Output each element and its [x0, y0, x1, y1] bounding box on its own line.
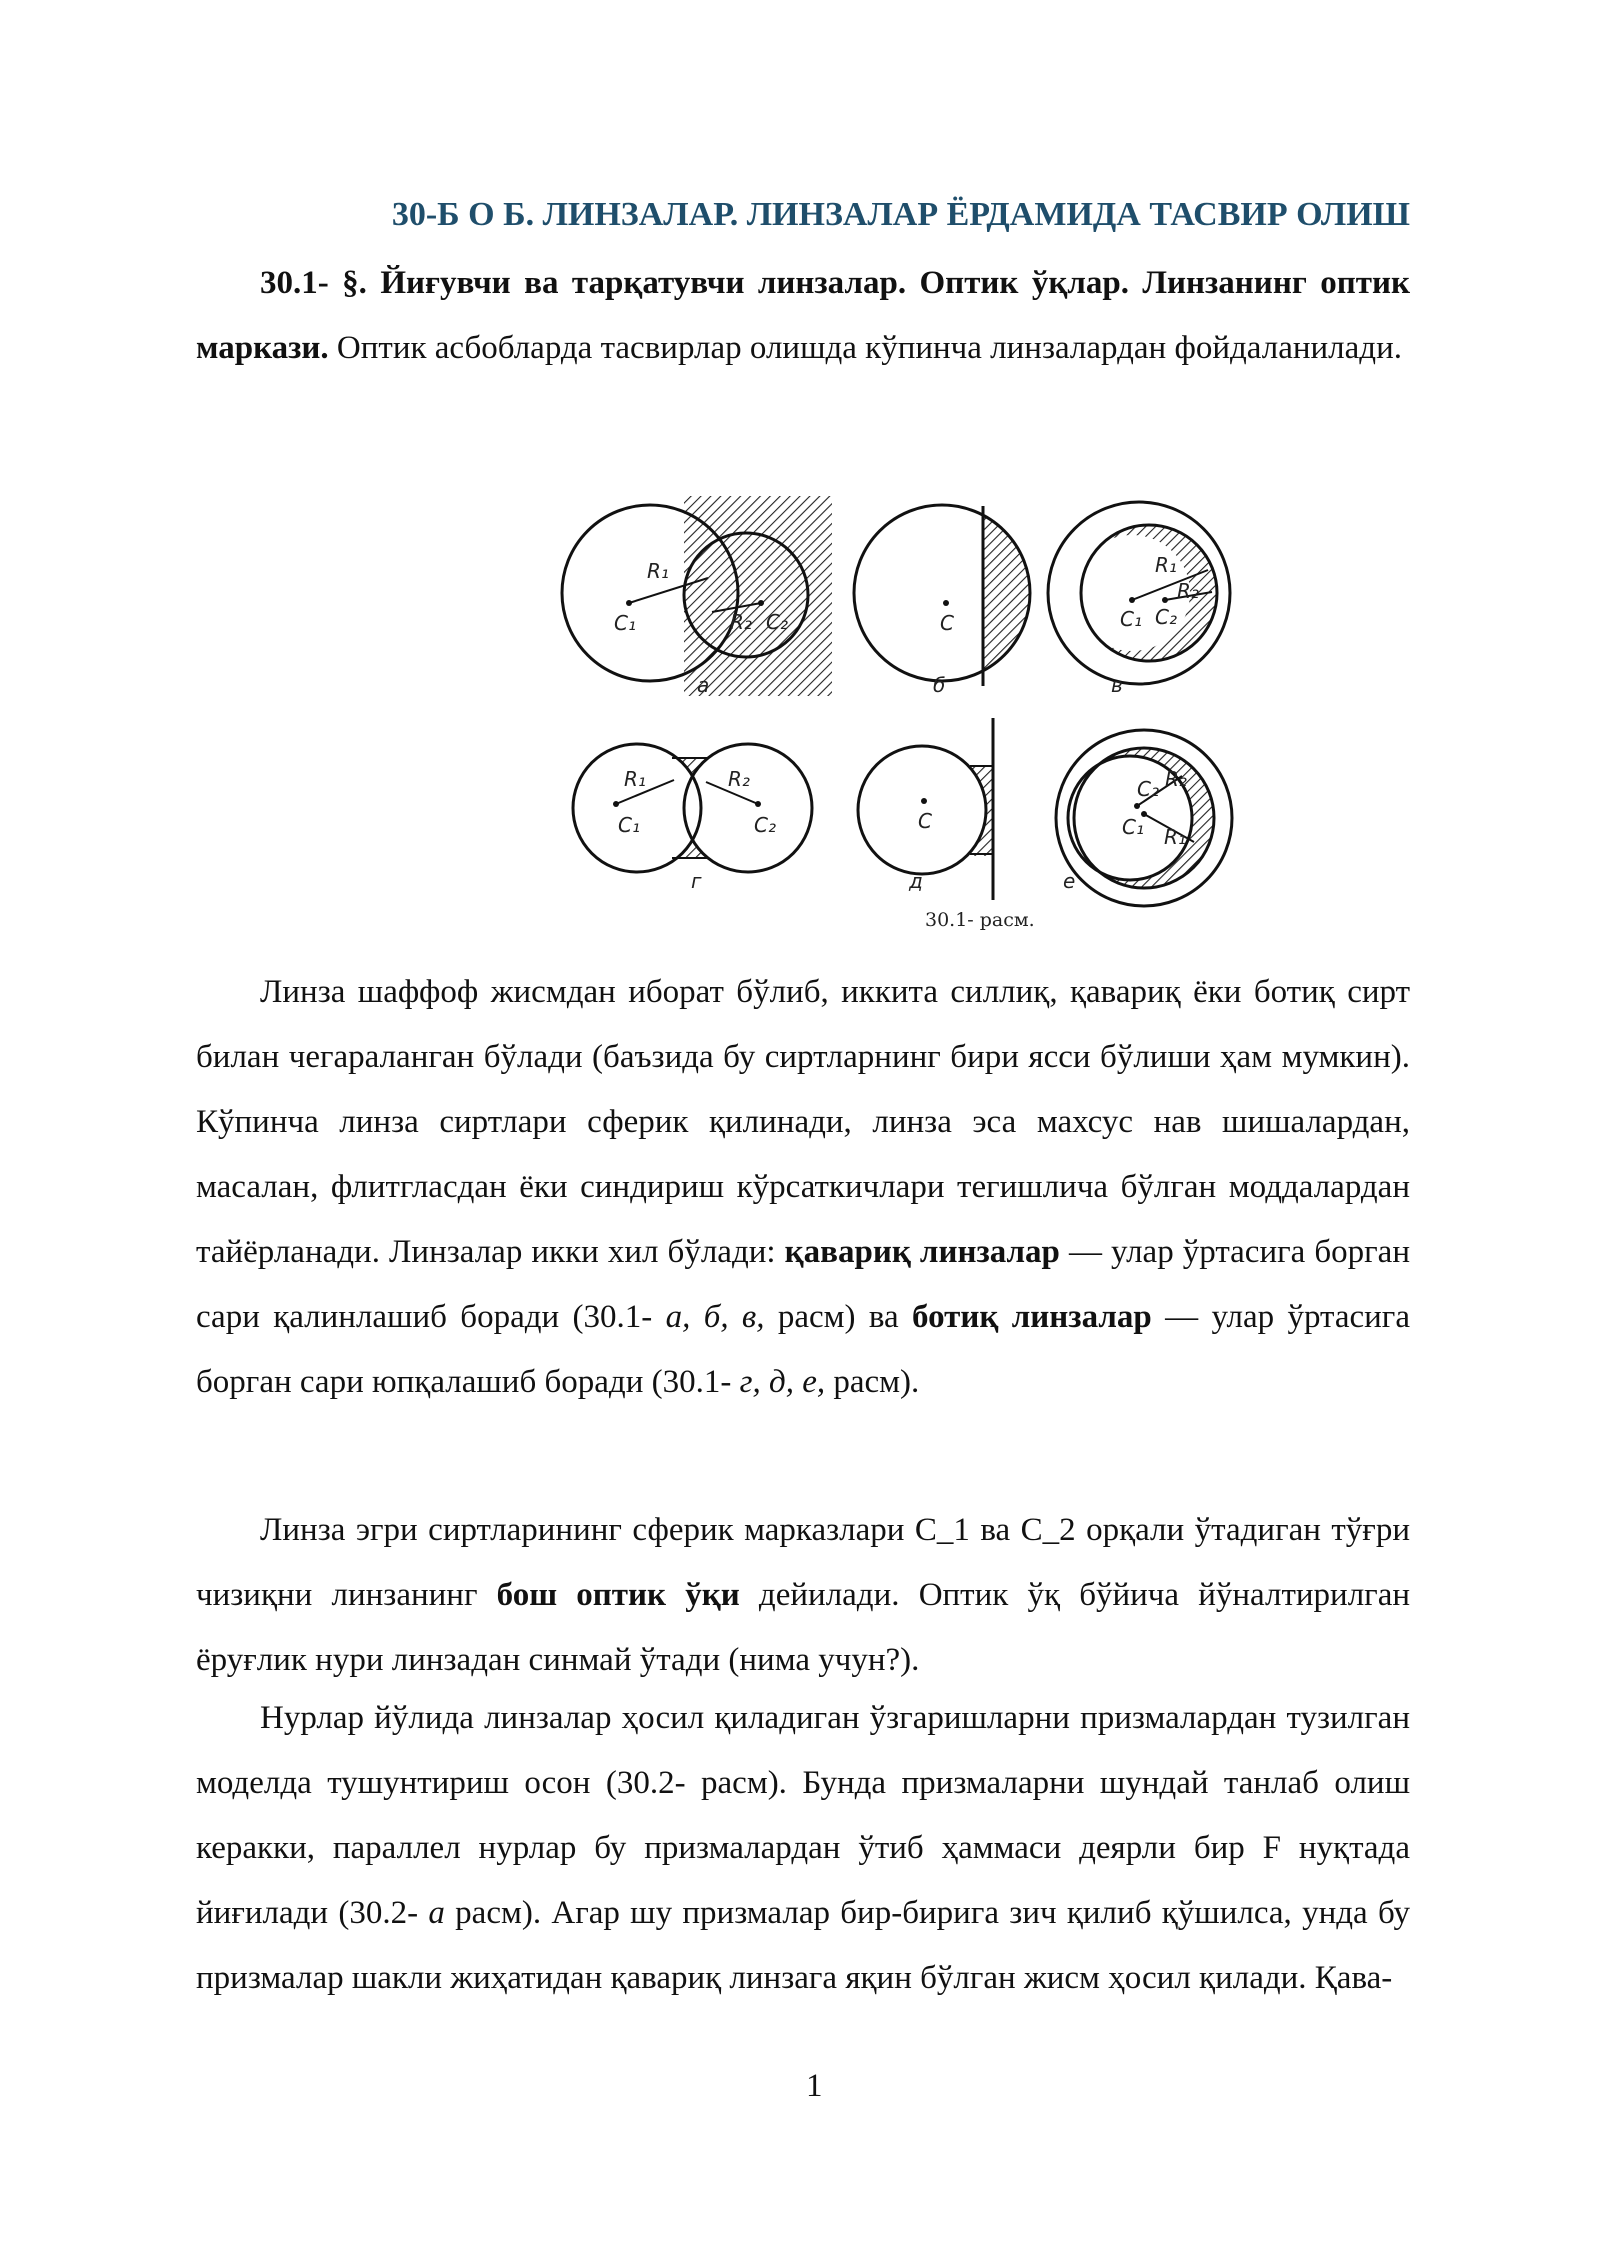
section-heading: 30.1- §. Йиғувчи ва тарқатувчи линзалар. Оптик ўқлар. Линзанинг оптик маркази.: [196, 265, 1410, 366]
panel-a-c1-label: C₁: [614, 611, 636, 635]
section-intro-text: Оптик асбобларда тасвирлар олишда кўпинча линзалардан фойдаланилади.: [336, 330, 1402, 366]
panel-e-r2-label: R₂: [1165, 767, 1187, 791]
panel-d-c-label: C: [918, 809, 932, 833]
panel-e-meniscus-lens: [1056, 730, 1232, 906]
panel-v-r2-label: R₂: [1177, 579, 1199, 603]
figure-ref-italic: г, д, е,: [739, 1364, 826, 1400]
section-intro-paragraph: [196, 251, 1410, 381]
panel-g-biconcave-lens: [573, 744, 812, 893]
panel-v-letter: в: [1111, 673, 1123, 697]
panel-v-c1-label: C₁: [1120, 607, 1142, 631]
panel-a-r1-label: R₁: [647, 559, 669, 583]
paragraph-optical-axis: [196, 1498, 1410, 1693]
panel-e-c1-label: C₁: [1122, 815, 1144, 839]
paragraph-text: расм). Агар шу призмалар бир-бирига зич қилиб қўшилса, унда бу призмалар шакли жиҳатидан қавариқ линзага яқин бўлган жисм ҳосил қилади. Қава-: [196, 1895, 1410, 1996]
chapter-title: 30-Б О Б. ЛИНЗАЛАР. ЛИНЗАЛАР ЁРДАМИДА ТАСВИР ОЛИШ: [391, 196, 1410, 233]
panel-e-letter: е: [1063, 869, 1076, 893]
panel-g-c1-label: C₁: [618, 813, 640, 837]
paragraph-lens-definition: [196, 960, 1410, 1415]
panel-v-r1-label: R₁: [1155, 553, 1177, 577]
panel-b-planoconvex-lens: [854, 496, 1043, 697]
lens-figure: [532, 496, 1472, 936]
paragraph-text: — улар ўртасига борган сари юпқалашиб боради (30.1-: [196, 1299, 1410, 1400]
panel-a-c2-label: C₂: [766, 610, 788, 634]
paragraph-text: Линза эгри сиртларининг сферик марказлари C_1 ва C_2 орқали ўтадиган тўғри чизиқни линзанинг: [196, 1512, 1410, 1613]
figure-caption: 30.1- расм.: [925, 909, 1035, 931]
term-concave-lenses: ботиқ линзалар: [912, 1299, 1152, 1335]
lens-diagram: [532, 496, 1472, 936]
paragraph-text: расм).: [825, 1364, 920, 1400]
paragraph-text: расм) ва: [764, 1299, 913, 1335]
panel-e-r1-label: R₁: [1164, 825, 1186, 849]
panel-d-letter: д: [909, 869, 923, 893]
panel-b-c-label: C: [940, 611, 954, 635]
panel-b-letter: б: [933, 673, 946, 697]
panel-g-r1-label: R₁: [624, 767, 646, 791]
paragraph-text: Линза шаффоф жисмдан иборат бўлиб, иккита силлиқ, қавариқ ёки ботиқ сирт билан чегараланган бўлади (баъзида бу сиртларнинг бири ясси бўлиши ҳам мумкин). Кўпинча линза сиртлари сферик қилинади, линза эса махсус нав шишалардан, масалан, флитгласдан ёки синдириш кўрсаткичлари тегишлича бўлган моддалардан тайёрланади. Линзалар икки хил бўлади:: [196, 974, 1410, 1270]
panel-v-c2-label: C₂: [1155, 605, 1177, 629]
panel-e-c2-label: C₂: [1137, 777, 1159, 801]
panel-g-c2-label: C₂: [754, 813, 776, 837]
panel-a-r2-label: R₂: [730, 610, 752, 634]
page-number: 1: [806, 2068, 823, 2104]
panel-g-r2-label: R₂: [728, 767, 750, 791]
panel-v-meniscus-lens: [1048, 502, 1230, 697]
panel-a-biconvex-lens: [562, 496, 832, 697]
term-principal-axis: бош оптик ўқи: [496, 1577, 740, 1613]
figure-ref-italic: а: [428, 1895, 445, 1931]
paragraph-text: дейилади. Оптик ўқ бўйича йўналтирилган ёруғлик нури линзадан синмай ўтади (нима учун?).: [196, 1577, 1411, 1678]
paragraph-prism-model: [196, 1686, 1410, 2011]
paragraph-text: Нурлар йўлида линзалар ҳосил қиладиган ўзгаришларни призмалардан тузилган моделда тушунтириш осон (30.2- расм). Бунда призмаларни шундай танлаб олиш керакки, параллел нурлар бу призмалардан ўтиб ҳаммаси деярли бир F нуқтада йиғилади (30.2-: [196, 1700, 1410, 1931]
paragraph-text: — улар ўртасига борган сари қалинлашиб боради (30.1-: [196, 1234, 1410, 1335]
term-convex-lenses: қавариқ линзалар: [784, 1234, 1060, 1270]
panel-d-planoconcave-lens: [858, 718, 993, 900]
panel-a-letter: а: [697, 673, 710, 697]
panel-g-letter: г: [691, 869, 702, 893]
figure-ref-italic: а, б, в,: [665, 1299, 765, 1335]
